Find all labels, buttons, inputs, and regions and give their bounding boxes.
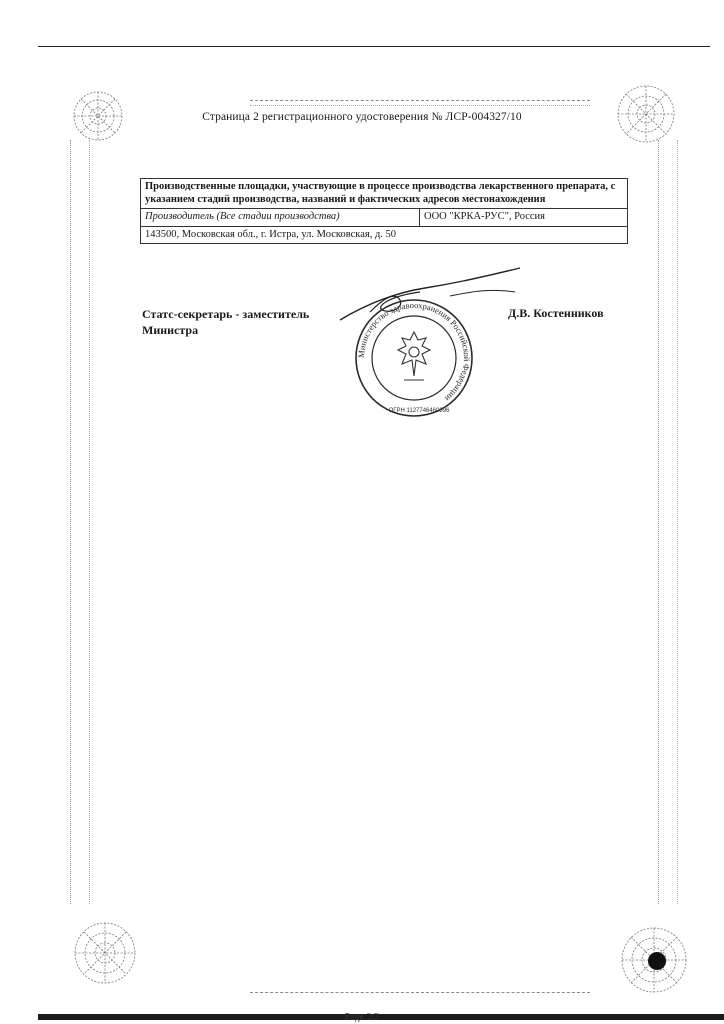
left-ornament-border [70,140,90,904]
footer-page-number: Page 2/2 [344,1012,380,1022]
top-ornament-line [250,100,590,106]
bottom-ornament-line [250,992,590,997]
handwritten-signature-icon [330,262,530,332]
table-row [141,209,628,227]
table-row [141,226,628,244]
bottom-left-rosette-icon [70,918,140,988]
black-dot-mark [648,952,666,970]
address-cell: 143500, Московская обл., г. Истра, ул. Московская, д. 50 [141,226,628,244]
table-row [141,179,628,209]
seal-ring-text: Министерство здравоохранения Российской Федерации [355,299,473,404]
signer-name: Д.В. Костенников [508,306,604,320]
signer-title: Статс-секретарь - заместитель Министра [142,307,310,337]
manufacturer-role-cell: Производитель (Все стадии производства) [141,209,420,227]
seal-ogrn-text: ОГРН 1127746460896 [388,408,450,414]
manufacturer-name-cell: ООО "КРКА-РУС", Россия [420,209,628,227]
production-sites-table [140,178,628,244]
right-ornament-border [658,140,678,904]
page-title: Страница 2 регистрационного удостоверения № ЛСР-004327/10 [202,111,522,123]
table-header-cell: Производственные площадки, участвующие в процессе производства лекарственного препарата, с указанием стадий производства, названий и фактических адресов местонахождения [141,179,628,209]
